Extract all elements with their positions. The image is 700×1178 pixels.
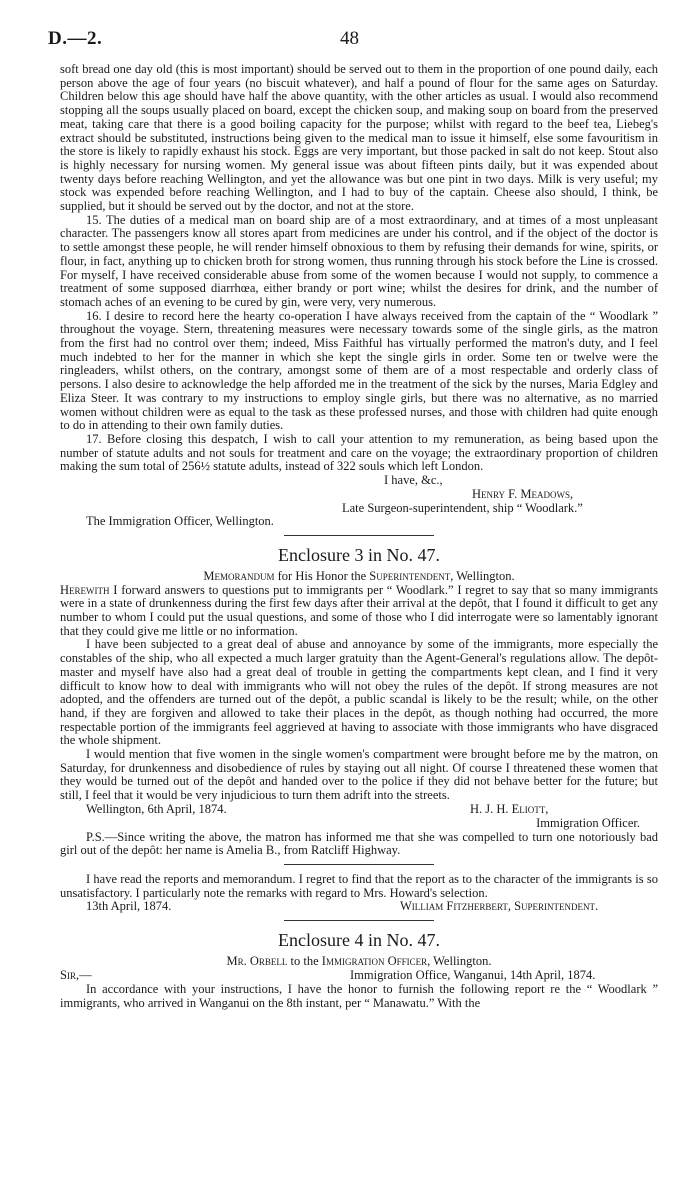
letter-title: Mr. Orbell to the Immigration Officer, Wellington.	[226, 954, 492, 969]
paragraph-16: 16. I desire to record here the hearty co-operation I have always received from the captain of the “ Woodlark ” throughout the voyage. Stern, threatening measures were necessary towards some of the single girls, as the matron from the first had no control over them; indeed, Miss Faithful has virtually performed the matron's duty, and I feel much indebted to her for the manner in which she kept the single girls in order. Some ten or twelve were the ringleaders, whilst others, on the contrary, amongst some of them are of a most respectable and orderly class of persons. I also desire to acknowledge the help afforded me in the treatment of the sick by the nurses, Maria Edgley and Eliza Steer. It was contrary to my instructions to employ single girls, but there was no alternative, as no married women without children were as equal to the task as these professed nurses, and those with children had quite enough to do in attending to their own family duties.	[60, 308, 658, 433]
addressee: The Immigration Officer, Wellington.	[86, 514, 274, 529]
document-body	[60, 63, 658, 1010]
signature-block	[60, 474, 658, 529]
memorandum-signature-line	[60, 803, 658, 817]
signer-title: Immigration Officer.	[536, 815, 640, 830]
place-date: Immigration Office, Wanganui, 14th April, 1874.	[350, 968, 596, 983]
paragraph-17: 17. Before closing this despatch, I wish to call your attention to my remuneration, as being based upon the number of statute adults and not souls for treatment and care on the voyage; the extraordinary proportion of children making the sum total of 256½ statute adults, instead of 322 souls which left London.	[60, 431, 658, 474]
superintendent-note: I have read the reports and memorandum. I regret to find that the report as to the character of the immigrants is so unsatisfactory. I particularly note the remarks with regard to Mrs. Howard's selection.	[60, 871, 658, 900]
section-divider	[284, 535, 434, 536]
signer: William Fitzherbert, Superintendent.	[400, 899, 599, 914]
memorandum-paragraph-2: I have been subjected to a great deal of abuse and annoyance by some of the immigrants, more especially the constables of the ship, who all expected a much larger gratuity than the Agent-General's regulations allow. The depôt-master and myself have also had a great deal of trouble in getting the compartments kept clean, and I find it very difficult to know how to deal with immigrants who will not obey the rules of the depôt. If strong measures are not adopted, and the offenders are turned out of the depôt, a public scandal is likely to be the result; while, on the other hand, if they are forgiven and allowed to take their places in the depôt, as though nothing had occurred, the more respectable portion of the immigrants feel aggrieved at having to associate with those immigrants who have disgraced the whole shipment.	[60, 637, 658, 748]
superintendent-signature-line	[60, 900, 658, 914]
section-divider	[284, 920, 434, 921]
section-divider	[284, 864, 434, 865]
signer-name: Henry F. Meadows,	[472, 486, 574, 501]
signer-title: Late Surgeon-superintendent, ship “ Woodlark.”	[342, 500, 583, 515]
letter-header-line	[60, 969, 658, 983]
memorandum-title: Memorandum for His Honor the Superintendent, Wellington.	[203, 568, 515, 583]
memorandum-paragraph-3: I would mention that five women in the single women's compartment were brought before me by the matron, on Saturday, for drunkenness and disobedience of rules by staying out all night. Of course I threatened these women that they would be turned out of the depôt and handed over to the police if they did not behave better for the future; but still, I feel that it would be very injudicious to turn them adrift into the streets.	[60, 747, 658, 803]
place-date: Wellington, 6th April, 1874.	[86, 801, 227, 816]
signer-name: H. J. H. Eliott,	[470, 801, 549, 816]
enclosure-3-heading: Enclosure 3 in No. 47.	[278, 544, 440, 565]
date: 13th April, 1874.	[86, 899, 172, 914]
postscript: P.S.—Since writing the above, the matron has informed me that she was compelled to turn one notoriously bad girl out of the depôt: her name is Amelia B., from Ratcliff Highway.	[60, 829, 658, 858]
closing: I have, &c.,	[384, 473, 443, 488]
letter-paragraph-1: In accordance with your instructions, I have the honor to furnish the following report re the “ Woodlark ” immigrants, who arrived in Wanganui on the 8th instant, per “ Manawatu.” With the	[60, 982, 658, 1010]
paragraph-continued: soft bread one day old (this is most important) should be served out to them in the proportion of one pound daily, each person above the age of four years (no biscuit whatever), and half a pound of flour for the same ages on Saturday. Children below this age should have half the above quantity, with the other articles as usual. I would also recommend stopping all the soups usually placed on board, except the chicken soup, and making soup on board from the preserved meat, taking care that there is a good boiling capacity for the purpose; whilst with regard to the beef tea, Liebeg's extract should be substituted, instructions being given to the medical man to issue it himself, else some favouritism in the store is likely to rapidly exhaust his stock. Eggs are very important, but those packed in salt do not keep. Stout also is highly necessary for nursing women. My general issue was about fifteen pints daily, but it was expended about twenty days before reaching Wellington, and yet the allowance was but one pint in two days. Milk is very useful; my stock was expended before reaching Wellington, and I had to buy of the captain. Cheese also should, I think, be supplied, but it should be served out by the doctor, and not at the store.	[60, 62, 658, 214]
paragraph-15: 15. The duties of a medical man on board ship are of a most extraordinary, and at times of a most unpleasant character. The passengers know all stores apart from medicines are under his control, and if the object of the doctor is to settle amongst these people, he will render himself obnoxious to them by refusing their demands for wine, spirits, or flour, in fact, anything up to chicken broth for strong women, thus running through his stock before the Line is crossed. For myself, I have received considerable abuse from some of the women because I would not supply, to commence a treatment of some supposed diarrhœa, either brandy or port wine; whilst the desires for drink, and the number of stomach aches of an evening to be cured by gin, were very, very numerous.	[60, 212, 658, 309]
page-number: 48	[340, 28, 359, 49]
document-reference: D.—2.	[48, 28, 103, 49]
enclosure-4-heading: Enclosure 4 in No. 47.	[278, 930, 440, 951]
memorandum-paragraph-1: Herewith I forward answers to questions put to immigrants per “ Woodlark.” I regret to say that so many immigrants were in a state of drunkenness during the first few days after their arrival at the depôt, that I found it difficult to get any number to whom I could put the usual questions, and some of those who I did interrogate were so lamentably ignorant that they could give me little or no information.	[60, 582, 658, 638]
salutation: Sir,—	[60, 968, 92, 983]
